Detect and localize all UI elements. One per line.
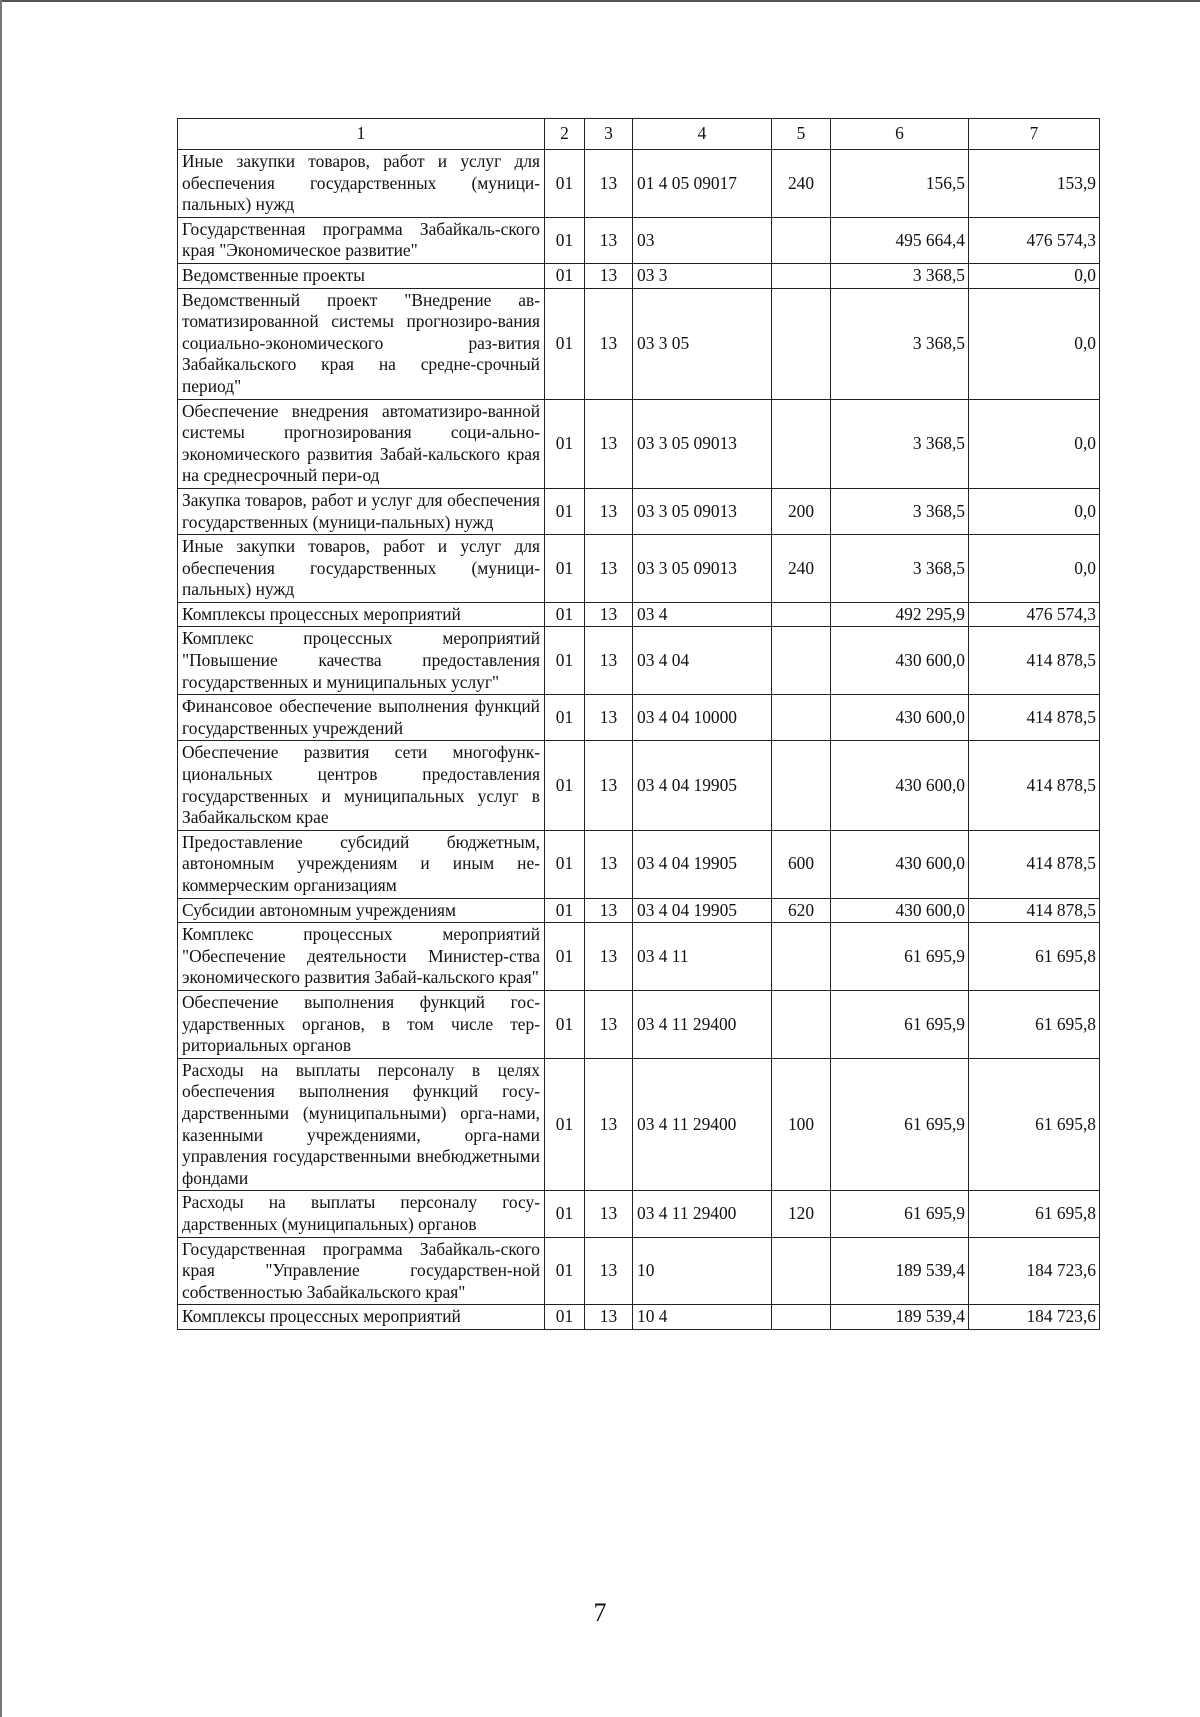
subsection-code-cell: 13	[585, 488, 633, 534]
amount-year1-cell: 430 600,0	[831, 830, 969, 898]
expense-type-cell	[772, 1305, 831, 1330]
target-code-cell: 10	[633, 1237, 772, 1305]
section-code-cell: 01	[545, 288, 585, 399]
target-code-cell: 03 3 05 09013	[633, 399, 772, 488]
target-code-cell: 03 4 11 29400	[633, 1058, 772, 1191]
subsection-code-cell: 13	[585, 1058, 633, 1191]
section-code-cell: 01	[545, 990, 585, 1058]
expense-type-cell	[772, 627, 831, 695]
row-name-cell: Расходы на выплаты персоналу госу-дарственных (муниципальных) органов	[178, 1191, 545, 1237]
amount-year1-cell: 61 695,9	[831, 990, 969, 1058]
target-code-cell: 03 4	[633, 602, 772, 627]
row-name-cell: Комплекс процессных мероприятий "Обеспечение деятельности Министер-ства экономического развития Забай-кальского края"	[178, 923, 545, 991]
target-code-cell: 03 3	[633, 263, 772, 288]
row-name-cell: Комплексы процессных мероприятий	[178, 1305, 545, 1330]
amount-year2-cell: 153,9	[969, 150, 1100, 218]
table-row	[178, 263, 1100, 288]
subsection-code-cell: 13	[585, 602, 633, 627]
amount-year1-cell: 3 368,5	[831, 488, 969, 534]
amount-year2-cell: 0,0	[969, 535, 1100, 603]
amount-year1-cell: 3 368,5	[831, 535, 969, 603]
row-name-cell: Финансовое обеспечение выполнения функций государственных учреждений	[178, 695, 545, 741]
amount-year2-cell: 414 878,5	[969, 627, 1100, 695]
section-code-cell: 01	[545, 602, 585, 627]
target-code-cell: 03 4 04 10000	[633, 695, 772, 741]
section-code-cell: 01	[545, 263, 585, 288]
expense-type-cell	[772, 217, 831, 263]
section-code-cell: 01	[545, 923, 585, 991]
amount-year1-cell: 61 695,9	[831, 1191, 969, 1237]
budget-table	[177, 118, 1100, 1330]
amount-year2-cell: 414 878,5	[969, 898, 1100, 923]
subsection-code-cell: 13	[585, 1191, 633, 1237]
table-row	[178, 488, 1100, 534]
table-body	[178, 150, 1100, 1330]
amount-year1-cell: 430 600,0	[831, 898, 969, 923]
row-name-cell: Обеспечение развития сети многофунк-циональных центров предоставления государственных и муниципальных услуг в Забайкальском крае	[178, 741, 545, 830]
subsection-code-cell: 13	[585, 627, 633, 695]
target-code-cell: 03	[633, 217, 772, 263]
amount-year2-cell: 414 878,5	[969, 830, 1100, 898]
amount-year2-cell: 0,0	[969, 488, 1100, 534]
section-code-cell: 01	[545, 1237, 585, 1305]
expense-type-cell: 620	[772, 898, 831, 923]
row-name-cell: Комплекс процессных мероприятий "Повышение качества предоставления государственных и муниципальных услуг"	[178, 627, 545, 695]
subsection-code-cell: 13	[585, 263, 633, 288]
row-name-cell: Предоставление субсидий бюджетным, автономным учреждениям и иным не-коммерческим организациям	[178, 830, 545, 898]
amount-year2-cell: 476 574,3	[969, 217, 1100, 263]
table-row	[178, 217, 1100, 263]
table-row	[178, 923, 1100, 991]
amount-year2-cell: 476 574,3	[969, 602, 1100, 627]
table-row	[178, 1237, 1100, 1305]
amount-year1-cell: 430 600,0	[831, 627, 969, 695]
expense-type-cell: 240	[772, 150, 831, 218]
expense-type-cell	[772, 741, 831, 830]
section-code-cell: 01	[545, 217, 585, 263]
table-row	[178, 150, 1100, 218]
amount-year2-cell: 61 695,8	[969, 1191, 1100, 1237]
row-name-cell: Обеспечение выполнения функций гос-ударственных органов, в том числе тер-риториальных органов	[178, 990, 545, 1058]
section-code-cell: 01	[545, 1191, 585, 1237]
expense-type-cell: 120	[772, 1191, 831, 1237]
row-name-cell: Обеспечение внедрения автоматизиро-ванной системы прогнозирования соци-ально-экономического развития Забай-кальского края на среднесрочный пери-од	[178, 399, 545, 488]
section-code-cell: 01	[545, 695, 585, 741]
table-row	[178, 1191, 1100, 1237]
target-code-cell: 03 4 04 19905	[633, 741, 772, 830]
section-code-cell: 01	[545, 741, 585, 830]
amount-year2-cell: 61 695,8	[969, 990, 1100, 1058]
section-code-cell: 01	[545, 830, 585, 898]
table-row	[178, 741, 1100, 830]
row-name-cell: Ведомственные проекты	[178, 263, 545, 288]
target-code-cell: 03 4 04 19905	[633, 830, 772, 898]
section-code-cell: 01	[545, 488, 585, 534]
subsection-code-cell: 13	[585, 898, 633, 923]
amount-year1-cell: 495 664,4	[831, 217, 969, 263]
table-row	[178, 399, 1100, 488]
amount-year1-cell: 3 368,5	[831, 399, 969, 488]
subsection-code-cell: 13	[585, 399, 633, 488]
row-name-cell: Субсидии автономным учреждениям	[178, 898, 545, 923]
row-name-cell: Иные закупки товаров, работ и услуг для обеспечения государственных (муници-пальных) нужд	[178, 535, 545, 603]
amount-year1-cell: 3 368,5	[831, 263, 969, 288]
amount-year1-cell: 61 695,9	[831, 923, 969, 991]
expense-type-cell: 240	[772, 535, 831, 603]
column-header: 4	[633, 119, 772, 150]
table-header-row	[178, 119, 1100, 150]
target-code-cell: 03 4 11 29400	[633, 1191, 772, 1237]
row-name-cell: Комплексы процессных мероприятий	[178, 602, 545, 627]
row-name-cell: Государственная программа Забайкаль-ского края "Экономическое развитие"	[178, 217, 545, 263]
target-code-cell: 03 4 04	[633, 627, 772, 695]
expense-type-cell: 600	[772, 830, 831, 898]
amount-year2-cell: 184 723,6	[969, 1305, 1100, 1330]
column-header: 2	[545, 119, 585, 150]
column-header: 3	[585, 119, 633, 150]
subsection-code-cell: 13	[585, 695, 633, 741]
amount-year1-cell: 430 600,0	[831, 741, 969, 830]
row-name-cell: Расходы на выплаты персоналу в целях обеспечения выполнения функций госу-дарственными (муниципальными) орга-нами, казенными учреждениями, орга-нами управления государственными внебюджетными фондами	[178, 1058, 545, 1191]
expense-type-cell	[772, 923, 831, 991]
expense-type-cell: 200	[772, 488, 831, 534]
page-number: 7	[593, 1598, 607, 1627]
table-row	[178, 1058, 1100, 1191]
column-header: 5	[772, 119, 831, 150]
expense-type-cell	[772, 990, 831, 1058]
table-row	[178, 535, 1100, 603]
table-row	[178, 990, 1100, 1058]
amount-year2-cell: 0,0	[969, 263, 1100, 288]
expense-type-cell	[772, 288, 831, 399]
amount-year1-cell: 61 695,9	[831, 1058, 969, 1191]
section-code-cell: 01	[545, 898, 585, 923]
subsection-code-cell: 13	[585, 923, 633, 991]
row-name-cell: Ведомственный проект "Внедрение ав-томатизированной системы прогнозиро-вания социально-экономического раз-вития Забайкальского края на средне-срочный период"	[178, 288, 545, 399]
target-code-cell: 10 4	[633, 1305, 772, 1330]
section-code-cell: 01	[545, 150, 585, 218]
amount-year2-cell: 61 695,8	[969, 923, 1100, 991]
section-code-cell: 01	[545, 627, 585, 695]
expense-type-cell	[772, 263, 831, 288]
column-header: 7	[969, 119, 1100, 150]
subsection-code-cell: 13	[585, 217, 633, 263]
amount-year2-cell: 61 695,8	[969, 1058, 1100, 1191]
table-row	[178, 830, 1100, 898]
column-header: 6	[831, 119, 969, 150]
subsection-code-cell: 13	[585, 741, 633, 830]
target-code-cell: 03 3 05 09013	[633, 535, 772, 603]
row-name-cell: Закупка товаров, работ и услуг для обеспечения государственных (муници-пальных) нужд	[178, 488, 545, 534]
expense-type-cell	[772, 399, 831, 488]
expense-type-cell	[772, 602, 831, 627]
amount-year1-cell: 189 539,4	[831, 1237, 969, 1305]
column-header: 1	[178, 119, 545, 150]
amount-year2-cell: 0,0	[969, 399, 1100, 488]
target-code-cell: 03 3 05 09013	[633, 488, 772, 534]
amount-year2-cell: 0,0	[969, 288, 1100, 399]
subsection-code-cell: 13	[585, 535, 633, 603]
subsection-code-cell: 13	[585, 1305, 633, 1330]
row-name-cell: Иные закупки товаров, работ и услуг для обеспечения государственных (муници-пальных) нужд	[178, 150, 545, 218]
table-row	[178, 695, 1100, 741]
section-code-cell: 01	[545, 399, 585, 488]
amount-year1-cell: 430 600,0	[831, 695, 969, 741]
amount-year1-cell: 492 295,9	[831, 602, 969, 627]
amount-year2-cell: 184 723,6	[969, 1237, 1100, 1305]
amount-year2-cell: 414 878,5	[969, 695, 1100, 741]
subsection-code-cell: 13	[585, 990, 633, 1058]
target-code-cell: 03 4 04 19905	[633, 898, 772, 923]
section-code-cell: 01	[545, 1058, 585, 1191]
amount-year2-cell: 414 878,5	[969, 741, 1100, 830]
table-row	[178, 1305, 1100, 1330]
row-name-cell: Государственная программа Забайкаль-ского края "Управление государствен-ной собственностью Забайкальского края"	[178, 1237, 545, 1305]
expense-type-cell: 100	[772, 1058, 831, 1191]
section-code-cell: 01	[545, 535, 585, 603]
amount-year1-cell: 189 539,4	[831, 1305, 969, 1330]
subsection-code-cell: 13	[585, 1237, 633, 1305]
target-code-cell: 01 4 05 09017	[633, 150, 772, 218]
expense-type-cell	[772, 1237, 831, 1305]
subsection-code-cell: 13	[585, 830, 633, 898]
table-row	[178, 898, 1100, 923]
page-edge	[0, 0, 2, 1717]
target-code-cell: 03 4 11	[633, 923, 772, 991]
target-code-cell: 03 3 05	[633, 288, 772, 399]
amount-year1-cell: 3 368,5	[831, 288, 969, 399]
page-edge	[0, 0, 1200, 2]
table-row	[178, 602, 1100, 627]
table-row	[178, 288, 1100, 399]
amount-year1-cell: 156,5	[831, 150, 969, 218]
section-code-cell: 01	[545, 1305, 585, 1330]
subsection-code-cell: 13	[585, 288, 633, 399]
subsection-code-cell: 13	[585, 150, 633, 218]
target-code-cell: 03 4 11 29400	[633, 990, 772, 1058]
expense-type-cell	[772, 695, 831, 741]
table-row	[178, 627, 1100, 695]
